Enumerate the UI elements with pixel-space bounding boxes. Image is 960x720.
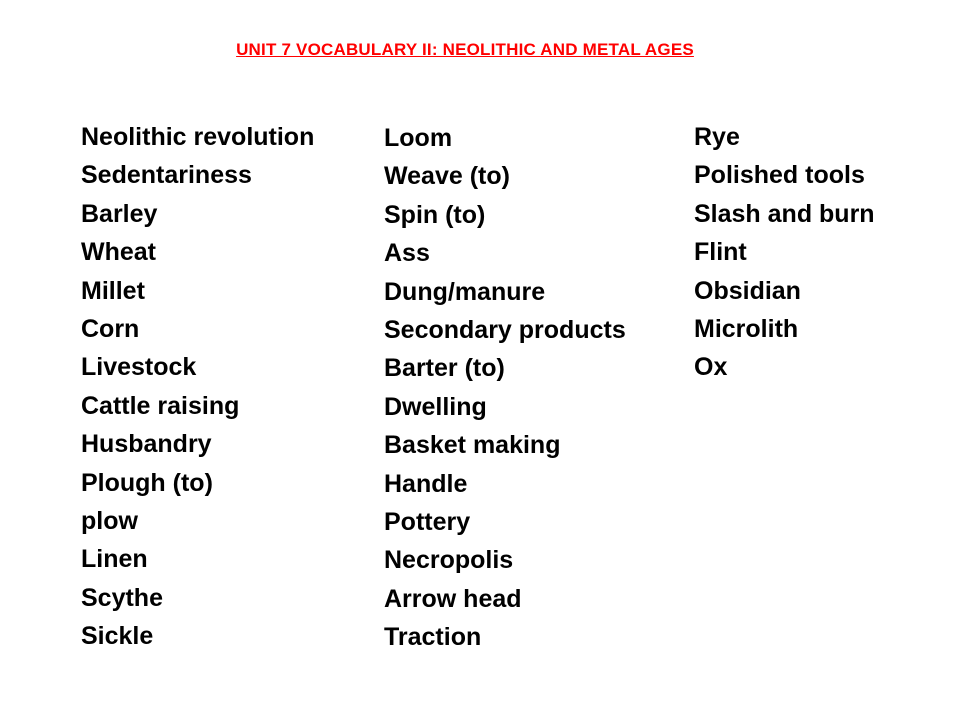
vocabulary-column-1 (81, 118, 314, 656)
vocabulary-column-3 (694, 118, 875, 387)
vocabulary-term: Ass (384, 239, 430, 268)
vocabulary-term: Obsidian (694, 276, 801, 305)
vocabulary-term: Necropolis (384, 546, 514, 575)
vocabulary-term: Loom (384, 124, 453, 152)
vocabulary-term: Livestock (81, 353, 197, 382)
vocabulary-term: Sickle (81, 622, 154, 651)
vocabulary-term: Barter (to) (384, 354, 505, 383)
vocabulary-term: Slash and burn (694, 199, 875, 228)
vocabulary-term: Neolithic revolution (81, 123, 315, 151)
vocabulary-term: plow (81, 507, 138, 536)
vocabulary-term: Rye (694, 123, 740, 151)
vocabulary-term: Pottery (384, 508, 471, 537)
vocabulary-term: Secondary products (384, 316, 626, 345)
vocabulary-term: Linen (81, 545, 148, 574)
vocabulary-term: Spin (to) (384, 200, 486, 229)
slide-title: UNIT 7 VOCABULARY II: NEOLITHIC AND METAL AGES (236, 40, 694, 59)
vocabulary-term: Dung/manure (384, 277, 546, 306)
vocabulary-term: Plough (to) (81, 468, 213, 497)
vocabulary-term: Polished tools (694, 161, 865, 190)
vocabulary-term: Cattle raising (81, 391, 240, 420)
vocabulary-term: Flint (694, 238, 747, 267)
vocabulary-term: Scythe (81, 583, 163, 612)
vocabulary-term: Weave (to) (384, 162, 510, 191)
vocabulary-term: Wheat (81, 238, 156, 267)
vocabulary-term: Husbandry (81, 430, 212, 459)
vocabulary-term: Barley (81, 199, 158, 228)
vocabulary-term: Basket making (384, 431, 561, 460)
vocabulary-term: Traction (384, 623, 482, 652)
vocabulary-term: Microlith (694, 315, 799, 344)
vocabulary-term: Arrow head (384, 584, 522, 613)
vocabulary-term: Sedentariness (81, 161, 252, 190)
vocabulary-column-2 (384, 119, 626, 657)
vocabulary-term: Ox (694, 353, 728, 382)
vocabulary-term: Millet (81, 276, 145, 305)
vocabulary-term: Handle (384, 469, 468, 498)
vocabulary-term: Dwelling (384, 392, 487, 421)
vocabulary-term: Corn (81, 315, 140, 344)
